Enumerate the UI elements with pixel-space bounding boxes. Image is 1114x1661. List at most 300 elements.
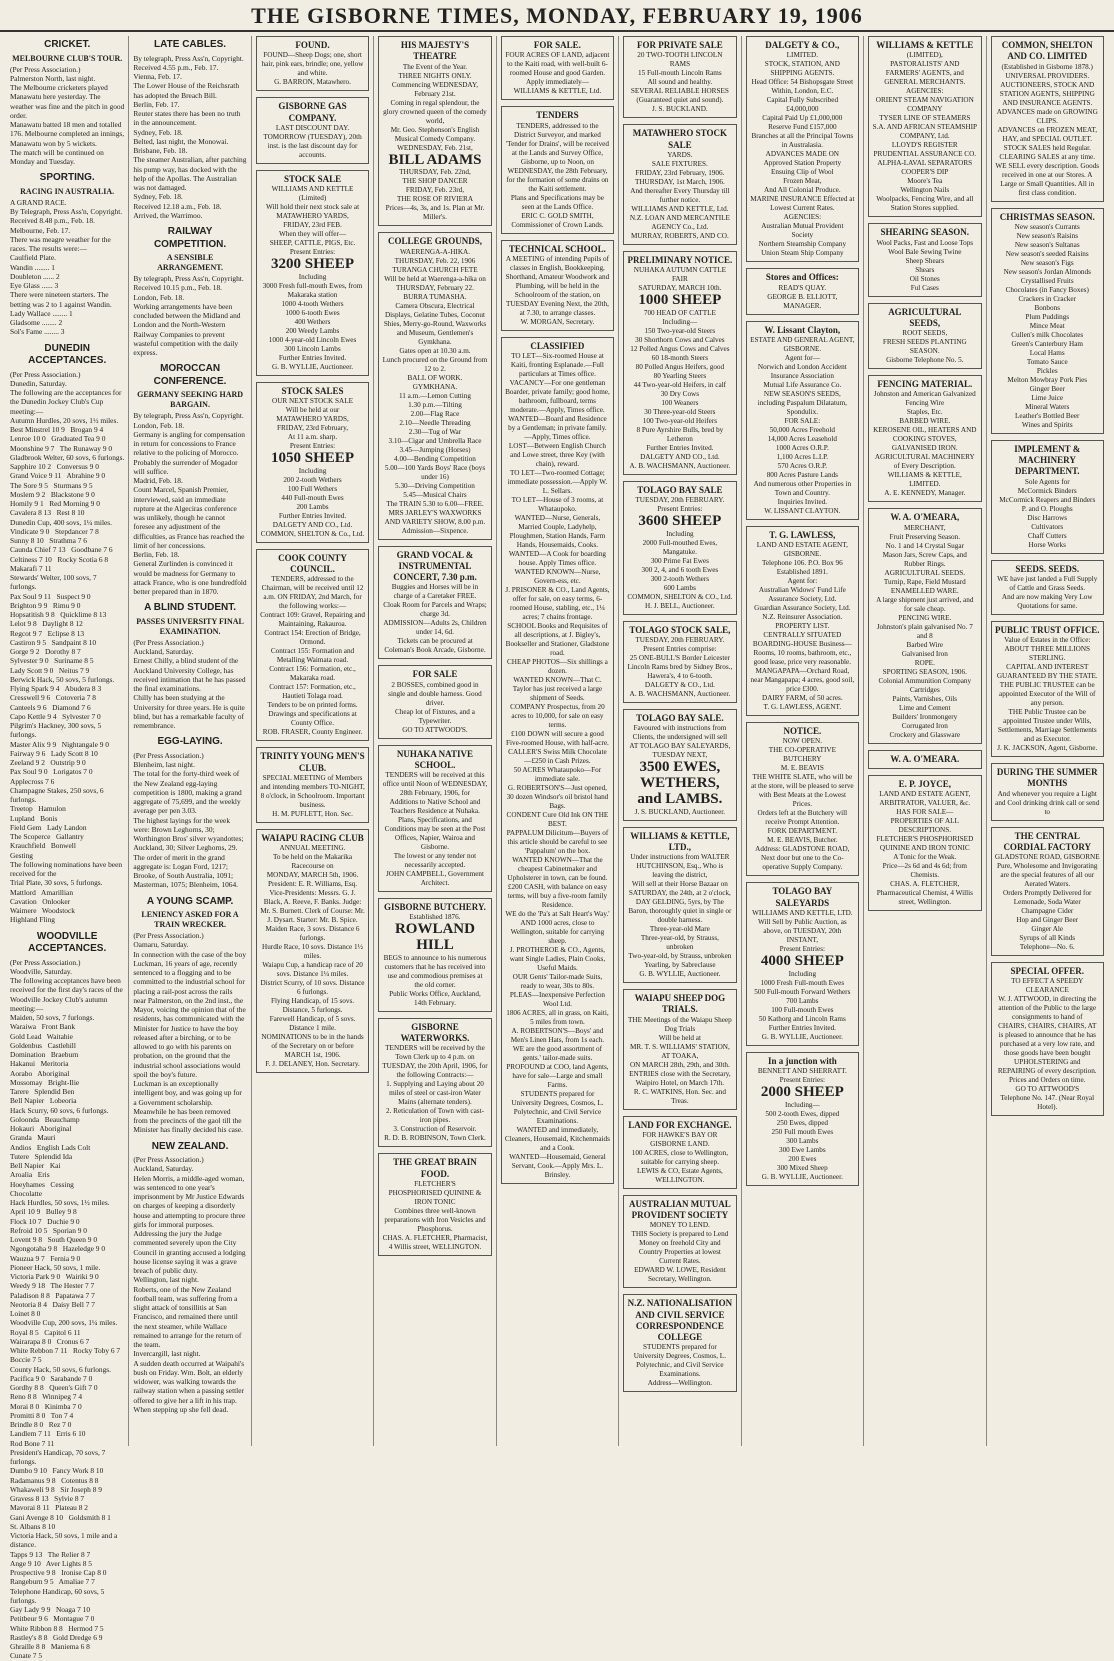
advertisement (991, 36, 1104, 202)
article-line: The Scoperce Gallantry (10, 832, 84, 841)
ad-line: UNIVERSAL PROVIDERS. (1005, 71, 1090, 80)
article-line: The following are the acceptances for the Dunedin Jockey Club's Cup meeting:— (10, 388, 124, 416)
article-line: Sylvester 9 0 Suriname 8 5 (10, 656, 94, 666)
ad-title: CLASSIFIED (530, 340, 585, 351)
ad-line: A. ROBERTSON'S—Boys' and Men's Linen Hats, from 1s each. (510, 1027, 605, 1044)
ad-line: Mutual Life Assurance Co. (763, 380, 842, 389)
article-line: Chilly has been studying at the University for three years. He is quite blind, but has a remarkable faculty of remembrance. (133, 693, 247, 730)
ad-line: W. J. ATTWOOD, in directing the attention of the Public to the large consignments to hand of (998, 995, 1097, 1022)
ad-line: AGRICULTURAL MACHINERY of Every Description. (874, 453, 975, 471)
ad-line: AUCTIONEERS, STOCK AND STATION AGENTS, SHIPPING AND INSURANCE AGENTS. (999, 80, 1095, 107)
ad-line: Apply immediately— (525, 78, 589, 87)
ad-line: FOUND—Sheep Dogs; one, short hair, pink ears, brindle; one, yellow and white. (261, 51, 364, 78)
article-line: Granda Mauri (10, 1133, 56, 1143)
article-line: Received 12.18 a.m., Feb. 18. (133, 201, 222, 211)
article-line: Sydney, Feb. 18. (133, 127, 183, 137)
ad-line: 300 2, 4, and 6 tooth Ewes (641, 565, 719, 574)
ad-line: MATAWHERO YARDS, (276, 415, 349, 423)
ad-line: Contract 157: Formation, etc., Hautieti Tolaga road. (269, 683, 356, 701)
ad-title: TOLAGO BAY SALE. (636, 713, 724, 723)
ad-line: Green's Canterbury Ham (1011, 339, 1084, 348)
ad-line: BENNETT AND SHERRATT. (757, 1066, 847, 1075)
ad-line: 100 Full Wethers (287, 484, 338, 493)
ad-line: The TRAIN 5.30 to 6.00—FREE. (386, 499, 484, 508)
ad-line: G. B. WYLLIE, Auctioneer. (639, 970, 721, 978)
ad-line: And are now making Very Low Quotations for same. (1001, 592, 1093, 610)
advertisement (623, 827, 736, 984)
ad-line: 60 18-month Steers (651, 353, 709, 362)
advertisement (256, 170, 369, 376)
ad-title: FOR SALE. (533, 40, 581, 50)
ad-line: 300 Prime Fat Ewes (650, 556, 709, 565)
ad-line: WE have just landed a Full Supply of Cattle and Grass Seeds. (997, 574, 1098, 592)
ad-line: Orders Promptly Delivered for (1003, 889, 1092, 897)
advertisement (868, 750, 981, 769)
ad-line: Hop and Ginger Beer (1016, 916, 1079, 924)
article-line: By telegraph, Press Ass'n, Copyright. (133, 411, 244, 421)
ad-line: 200 Ewes (788, 1154, 817, 1163)
ad-line: Three-year-old, by Strauss, unbroken (640, 934, 719, 951)
ad-title: LAND FOR EXCHANGE. (628, 1119, 732, 1130)
ad-line: J. S. BUCKLAND, Auctioneer. (634, 807, 726, 816)
ad-line: SPECIAL MEETING of Members and intending members TO-NIGHT, 8 o'clock, in Schoolroom. Important business. (260, 773, 365, 809)
article-line: Capo Kettle 9 4 Sylvester 7 0 (10, 711, 101, 721)
ad-line: THE PUBLIC TRUSTEE can be appointed Executor of the Will of any person. (999, 681, 1096, 707)
article-line: Regcot 9 7 Eclipse 8 13 (10, 628, 85, 638)
article-line: Grand Voice 9 11 Abrahine 9 0 (10, 471, 106, 481)
article-line: The match will be continued on Monday and Tuesday. (10, 147, 106, 166)
ad-line: Public Works Office, Auckland, 14th February. (389, 989, 481, 1007)
article-line: The Sore 9 5 Sturmans 9 5 (10, 480, 93, 490)
ad-line: 5.30—Driving Competition (395, 481, 475, 490)
article-line: Champagne Stakes, 250 sovs, 6 furlongs. (10, 785, 106, 804)
ad-line: TO LET—Six-roomed House at Kaiti, fronting Esplanade.—Full particulars at Times office. (510, 352, 604, 378)
ad-line: 600 Lambs (663, 583, 696, 592)
ad-line: WILLIAMS AND KETTLE, LTD. (752, 908, 853, 917)
ad-line: THE WHITE SLATE, who will be at the store, will be pleased to serve with Best Meats at the Lowest Prices. (751, 773, 854, 809)
ad-line: ROOT SEEDS, (902, 329, 948, 337)
article-line: Reno 8 8 Winnipeg 7 4 (10, 1392, 83, 1402)
ad-line: M. E. BEAVIS (780, 764, 824, 773)
ad-line: WANTED KNOWN—That the cheapest Cabinetmaker and Upholsterer in town, can be found. (507, 856, 608, 882)
article-line: Gladbrook Welter, 60 sovs, 6 furlongs. (10, 452, 125, 462)
article-line: Hokauri Aboriginal (10, 1124, 72, 1133)
ad-line: Corrugated Iron (901, 721, 948, 730)
ad-line: H. M. PUFLETT, Hon. Sec. (272, 809, 353, 818)
ad-line: BEGS to announce to his numerous customers that he has received into use and commodious premises at the old corner. (383, 953, 487, 989)
ad-line: THE Meetings of the Waiapu Sheep Dog Trials (628, 1015, 732, 1033)
ad-line: THREE NIGHTS ONLY. (398, 71, 472, 80)
ad-line: Under instructions from WALTER HUTCHINSON, Esq., Who is leaving the district, (630, 853, 730, 879)
article-line: By Telegraph, Press Ass'n, Copyright. (10, 207, 123, 216)
column-5 (496, 36, 618, 1446)
ad-line: Combines three well-known preparations with Iron Vesicles and Phosphorus. (384, 1206, 486, 1233)
article-line: Landlem 7 11 Erris 6 10 (10, 1429, 86, 1439)
article-line: Hakanui Meritoria (10, 1059, 69, 1069)
article-line: The following nominations have been received for the (10, 859, 124, 878)
ad-line: G. BARRON, Matawhero. (274, 78, 351, 87)
ad-line: Capital Fully Subscribed £4,000,000 (766, 96, 839, 114)
ad-line: 30 Dry Cows (660, 389, 700, 398)
ad-line: J. PROTHEROE & CO., Agents, want Single Ladies, Plain Cooks, Useful Maids. (509, 946, 606, 972)
ad-title: CHRISTMAS SEASON. (999, 211, 1095, 222)
ad-line: TO LET—House of 3 rooms, at Whataupoko. (511, 496, 604, 513)
ad-line: 200 2-tooth Wethers (283, 475, 342, 484)
ad-line: Crackers in Cracker (1018, 294, 1076, 303)
article-line: Lady Wallace ........ 1 (10, 308, 73, 318)
article-line: Count Marcel, Spanish Premier, interviewed, said an immediate rupture at the Algeciras conference was unlikely, though he cannot foresee any adjustment of the difficulties, as France has reached the limit of her concessions. (133, 485, 247, 550)
ad-line: GEORGE B. ELLIOTT, MANAGER. (767, 292, 838, 310)
article-headline: WOODVILLE ACCEPTANCES. (28, 930, 107, 954)
ad-line: Ginger Beer (1029, 384, 1065, 393)
ad-title: WILLIAMS & KETTLE (876, 40, 974, 50)
ad-title: W. A. O'MEARA, (890, 512, 960, 523)
ad-line: Contract 154: Erection of Bridge, Ormond. (264, 629, 361, 647)
article-line: Petitbeur 9 6 Montague 7 0 (10, 1614, 95, 1624)
ad-title: WILLIAMS & KETTLE, LTD., (630, 830, 730, 852)
ad-line: FRIDAY, 23rd February, (277, 424, 349, 432)
ad-line: G. ROBERTSON'S—Just opened, 30 dozen Windsor's oil bristol hand Bags. (506, 784, 609, 810)
ad-line: MURRAY, ROBERTS, AND CO. (630, 231, 729, 240)
ad-line: GLADSTONE ROAD, GISBORNE (994, 853, 1100, 861)
advertisement (623, 1195, 736, 1289)
ad-line: Commencing WEDNESDAY, February 21st. (391, 80, 479, 98)
ad-line: Further Entries Invited. (768, 1023, 836, 1032)
ad-line: ABOUT THREE MILLIONS STERLING. (1004, 645, 1091, 662)
article-line: Woodville Cup, 200 sovs, 1¼ miles. (10, 1318, 118, 1328)
advertisement (868, 303, 981, 370)
article (10, 39, 127, 166)
ad-line: FOR HAWKE'S BAY OR GISBORNE LAND. (642, 1130, 718, 1148)
ad-line: WEDNESDAY, Feb. 21st, (397, 143, 473, 152)
ad-line: LAND AND ESTATE AGENT, GISBORNE. (756, 541, 848, 558)
ad-line: At 11 a.m. sharp. (287, 433, 338, 441)
article-line: Ernest Chilly, a blind student of the Auckland University College, has received intimation that he has passed the final examinations. (133, 656, 248, 693)
ad-title: STOCK SALES (281, 385, 344, 396)
ad-line: MANGAPAPA—Orchard Road, near Mangapapa; 4 acres, good soil, price £300. (750, 667, 855, 693)
ad-title: AGRICULTURAL SEEDS, (888, 306, 962, 328)
ad-line: CLEARING SALES at any time. (999, 152, 1096, 161)
ad-line: Plans, Specifications, and Conditions may be seen at the Post Offices, Napier, Wairoa and Gisborne. (384, 816, 486, 851)
article (133, 363, 249, 596)
ad-line: GYMKHANA. (412, 382, 458, 391)
ad-line: Additions to Native School and Teachers Residence at Nuhaka. (389, 798, 481, 815)
ad-line: Frozen Meat, (783, 177, 822, 186)
advertisement (991, 440, 1104, 554)
article-line: Woodville, Saturday. (10, 966, 72, 976)
article-line: Boccie 7 5 (10, 1355, 42, 1365)
ad-line: And whenever you require a Light and Cool drinking drink call or send to (995, 789, 1100, 816)
article-line: London, Feb. 18. (133, 420, 185, 430)
ad-line: 300 Lambs (786, 1136, 819, 1145)
ad-line: Reserve Fund £157,000 (768, 123, 837, 132)
ad-line: PHOSPHORISED QUININE & IRON TONIC (388, 1188, 482, 1206)
ad-line: 100 Full-mouth Ewes (771, 1005, 834, 1014)
article-line: Gani Avenge 8 10 Goldsmith 8 1 (10, 1512, 111, 1522)
article-line: Royal 8 5 Capitol 6 11 (10, 1327, 81, 1337)
article-line: Makarafi 7 11 (10, 563, 52, 573)
ad-line: WILLIAMS AND KETTLE (Limited) (271, 185, 354, 202)
ad-line: 4.00—Bending Competition (394, 454, 476, 463)
article-line: Chocolatte (10, 1188, 43, 1198)
ad-line: Cullen's milk Chocolates (1011, 330, 1084, 339)
ad-line: Cultivators (1031, 522, 1064, 531)
ad-line: FOUR ACRES OF LAND, adjacent to the Kaiti road, with well-built 6-roomed House and good Garden. (505, 51, 610, 78)
ad-line: Contract 155: Formation and Metalling Waimata road. (270, 647, 355, 665)
article (10, 343, 124, 925)
article-line: Loinet 8 0 (10, 1309, 41, 1318)
ad-line: 2.30—Tug of War (408, 427, 462, 436)
ad-line: Ginger Ale (1031, 925, 1064, 933)
article (133, 602, 246, 730)
article-line: Gold Lead Waitahie (10, 1031, 73, 1041)
ad-line: 2.00—Flag Race (410, 409, 460, 418)
ad-line: SEVERAL RELIABLE HORSES (630, 87, 729, 96)
article-line: Invercargill, last night. (133, 1349, 201, 1359)
ad-title: GISBORNE BUTCHERY. (384, 902, 486, 912)
ad-line: 250 Full mouth Ewes (771, 1127, 834, 1136)
ad-title: WAIAPU SHEEP DOG TRIALS. (634, 993, 726, 1015)
ad-line: 2.10—Needle Threading (399, 418, 471, 427)
article-line: Gesting (10, 850, 33, 860)
ad-line: Bonbons (1034, 303, 1061, 312)
ad-line: NOW OPEN. (782, 737, 823, 746)
ad-line: 1000 6-tooth Ewes (285, 308, 340, 317)
advertisement (746, 882, 859, 1045)
ad-title: DALGETY & CO., (765, 40, 840, 50)
ad-line: Will be held at (658, 1033, 701, 1042)
ad-line: 1000 Acres O.R.P. (775, 443, 829, 452)
ad-line: WILLIAMS & KETTLE, LIMITED. (887, 471, 962, 489)
ad-line: 4000 SHEEP (760, 952, 844, 969)
ad-line: Present Entries: (657, 505, 703, 513)
advertisement (868, 223, 981, 296)
ad-line: Three-year-old Mare (649, 925, 710, 933)
advertisement (991, 621, 1104, 757)
article-line: Cunate 7 5 (10, 1651, 43, 1661)
advertisement (378, 1153, 491, 1256)
article-line: Canteels 9 6 Diamond 7 6 (10, 702, 91, 712)
ad-line: ENAMELLED WARE. (890, 586, 959, 595)
ad-line: A Tonic for the Weak. (893, 853, 957, 861)
article-line: County Hack, 50 sovs, 6 furlongs. (10, 1364, 112, 1374)
article-line: (Per Press Association.) (10, 64, 81, 74)
ad-line: 200 Weedy Lambs (285, 326, 340, 335)
ad-line: New season's seeded Raisins (1005, 249, 1089, 258)
ad-line: 1. Supplying and Laying about 20 miles of steel or cast-iron Water Mains (alternate tenders). (386, 1080, 484, 1107)
ad-line: Admission—Sixpence. (401, 526, 469, 535)
ad-line: TO LET—Two-roomed Cottage; immediate possession.—Apply W. L. Sellars. (507, 469, 608, 495)
ad-line: 100 Two-year-old Heifers (642, 416, 718, 425)
article-line: Lady Scott 9 0 Neitus 7 9 (10, 665, 90, 675)
ad-line: New season's Sultanas (1014, 240, 1080, 249)
ad-line: Fruit Preserving Season. (889, 532, 961, 541)
ad-line: WE do the 'Pa's at Salt Heart's Way.' (505, 910, 610, 918)
ad-line: COMMON, SHELTON & Co., Ltd. (260, 529, 365, 538)
article-line: Pax Soul 9 0 Lorigatos 7 0 (10, 767, 93, 777)
ad-line: 1000 SHEEP (638, 292, 722, 308)
ad-title: NOTICE. (783, 726, 822, 736)
ad-line: N.Z. LOAN AND MERCANTILE AGENCY Co., Ltd. (629, 213, 730, 231)
article-line: Belted, last night, the Monowai. (133, 136, 229, 146)
article-line: Oamaru, Saturday. (133, 940, 189, 950)
ad-line: District Scurry, of 10 sovs. Distance 6 furlongs. (260, 979, 365, 996)
advertisement (623, 989, 736, 1110)
ad-line: SHEEP, CATTLE, PIGS, Etc. (269, 239, 356, 247)
advertisement (378, 745, 491, 893)
article-line: A sudden death occurred at Waipahi's bush on Friday. Wm. Bolt, an elderly widower, was walking towards the railway station when a passing settler offered to give her a lift in his trap. (133, 1358, 247, 1405)
ad-line: 1.30 p.m.—Tilting (408, 400, 462, 409)
ad-line: (Guaranteed quiet and sound). (636, 96, 724, 105)
advertisement (378, 232, 491, 539)
ad-line: Present Entries: (289, 442, 336, 450)
article-line: Tutere Splendid Ida (10, 1151, 73, 1161)
ad-line: 1806 ACRES, all in grass, on Kaiti, 5 miles from town. (506, 1009, 609, 1026)
column-8 (863, 36, 985, 1446)
advertisement (623, 1116, 736, 1189)
ad-line: THE SHOP DANCER (402, 177, 468, 186)
advertisement (256, 36, 369, 91)
ad-line: EDWARD W. LOWE, Resident Secretary, Wellington. (634, 1266, 726, 1284)
article-line: Vienna, Feb. 17. (133, 72, 182, 81)
ad-title: FOUND. (295, 40, 330, 50)
ad-title: STOCK SALE (283, 173, 342, 184)
ad-line: Including (788, 969, 817, 978)
ad-line: Tickets can be procured at Coleman's Book Arcade, Gisborne. (384, 637, 486, 655)
article-line: Brindle 8 0 Rez 7 0 (10, 1420, 72, 1429)
ad-line: H. J. BELL, Auctioneer. (645, 601, 715, 610)
article-line: Fairway 9 6 Lady Scott 8 10 (10, 748, 98, 758)
ad-line: THIS Society is prepared to Lend Money on freehold City and Country Properties at lowest Current Rates. (631, 1230, 729, 1266)
ad-line: Tomato Sauce (1026, 357, 1068, 366)
ad-line: No. 1 and 14 Crystal Sugar (885, 541, 964, 550)
article-line: (Per Press Association.) (133, 931, 204, 940)
article-line: Flying Spark 9 4 Abudera 8 3 (10, 684, 102, 693)
article-line: Field Gem Lady Landon (10, 822, 87, 832)
column-2 (128, 36, 250, 1446)
article-line: Gay Lady 9 9 Noaga 7 10 (10, 1605, 91, 1614)
ad-title: TECHNICAL SCHOOL. (508, 243, 606, 254)
article-headline: CRICKET. (44, 39, 91, 50)
ad-line: THURSDAY, Feb. 22nd, (399, 168, 471, 177)
ad-line: Sheep Shears (905, 256, 945, 265)
ad-line: Hurdle Race, 10 sovs. Distance 1½ miles. (262, 943, 364, 960)
ad-line: THURSDAY, Feb. 22, 1906 (394, 256, 476, 265)
ad-line: Agent for— (784, 353, 820, 362)
ad-line: Sole Agents for (1024, 477, 1070, 486)
ad-line: Plum Puddings (1025, 312, 1070, 321)
ad-line: Wool Packs, Fast and Loose Tops (876, 238, 974, 247)
ad-line: And thereafter Every Thursday till further notice. (630, 186, 730, 204)
article-line: Gorge 9 2 Dorothy 8 7 (10, 647, 81, 656)
newspaper-title: THE GISBORNE TIMES, MONDAY, FEBRUARY 19, 1906 (251, 3, 863, 28)
ad-title: TENDERS (536, 110, 579, 121)
ad-line: Present Entries comprise: (643, 645, 717, 653)
ad-line: COMMON, SHELTON & CO., Ltd. (627, 592, 733, 601)
ad-line: MRS JARLEY'S WAXWORKS AND VARIETY SHOW, 8.00 p.m. (384, 508, 486, 526)
ad-line: Tenders to be on printed forms. (267, 701, 358, 710)
ad-line: 2000 Full-mouthed Ewes, Mangatuke. (642, 538, 718, 556)
ad-line: WANTED KNOWN—Nurse, Govern-ess, etc. (514, 568, 601, 585)
ad-line: 30 Three-year-old Steers (644, 407, 716, 416)
ad-line: 11 a.m.—Lemon Cutting (398, 391, 471, 400)
article-line: Helen Morris, a middle-aged woman, was sentenced to one year's imprisonment by Mr Justice Edwards on charges of keeping a disorderly house and attempting to procure three girls for immoral purposes. (133, 1173, 248, 1229)
ad-title: IMPLEMENT & MACHINERY DEPARTMENT. (1014, 443, 1081, 477)
advertisement (746, 321, 859, 520)
ad-title: THE GREAT BRAIN FOOD. (393, 1157, 477, 1179)
ad-line: Crystallised Fruits (1020, 276, 1074, 285)
article-line: Lupland Bonis (10, 813, 58, 823)
ad-title: GISBORNE WATERWORKS. (400, 1021, 470, 1043)
article-line: Highland Fling (10, 915, 55, 925)
article-line: Moonshine 9 7 The Runaway 9 0 (10, 443, 113, 453)
article-headline: DUNEDIN ACCEPTANCES. (28, 342, 107, 366)
ad-line: 3.45—Jumping (Horses) (399, 445, 471, 454)
ad-line: S.A. AND AFRICAN STEAMSHIP COMPANY, Ltd. (872, 123, 978, 141)
ad-line: Paints, Varnishes, Oils (892, 694, 958, 703)
ad-line: Cheap lot of Fixtures, and a Typewriter. (395, 707, 475, 725)
ad-line: 14,000 Acres Leasehold (767, 434, 837, 443)
article-line: Hoeyhames Cessing (10, 1179, 74, 1189)
article-line: Gladsome ........ 2 (10, 318, 63, 327)
article-line: There were nineteen starters. The betting was 2 to 1 against Wandin. (10, 290, 112, 309)
ad-line: (LIMITED), (906, 51, 943, 60)
article-line: Domination Braeburn (10, 1050, 79, 1059)
ad-line: A. B. WACHSMANN, Auctioneer. (629, 461, 731, 470)
ad-line: 2 BOSSES, combined good in single and double harness. Good driver. (388, 680, 482, 707)
ad-line: SALE FIXTURES. (651, 159, 708, 168)
ad-line: CONDENT Cure Old Ink ON THE BEST. (506, 811, 609, 828)
ad-line: J. K. JACKSON, Agent, Gisborne. (997, 744, 1098, 752)
ad-line: P. and O. Ploughs (1021, 504, 1073, 513)
article-line: Promitti 8 0 Ton 7 4 (10, 1410, 74, 1420)
ad-line: 500 Full-mouth Forward Wethers (754, 987, 851, 996)
article-line: Bell Napier Lobeoria (10, 1096, 77, 1106)
ad-line: The Event of the Year. (402, 62, 468, 71)
ad-line: TENDERS, addressed to the Chairman, will be received until 12 a.m. ON FRIDAY, 2nd March, for the following works:— (261, 575, 364, 611)
article-line: Gordhy 8 8 Queen's Gift 7 0 (10, 1383, 98, 1392)
ad-line: Turnip, Rape, Field Mustard (883, 577, 966, 586)
advertisement (501, 240, 614, 331)
ad-line: GO TO ATTWOOD'S. (402, 725, 468, 734)
ad-line: THE Public Trustee can be appointed Trustee under Wills, Settlements, Marriage Settlements and as Executor. (997, 708, 1097, 743)
ad-line: £100 DOWN will secure a good Five-roomed House, with half-acre. (506, 730, 609, 747)
ad-line: 3.10—Cigar and Umbrella Race (388, 436, 482, 445)
article-line: Pioneer Hack, 50 sovs, 1 mile. (10, 1262, 101, 1272)
article (133, 736, 246, 889)
article-line: Victoria Park 9 0 Wairiki 9 0 (10, 1272, 99, 1281)
ad-line: STUDENTS prepared for University Degrees, Cosmos, L. Polytechnic, and Civil Service Examinations. (511, 1090, 604, 1125)
article-line: Reuter states there has been no truth in the announcement. (133, 109, 243, 128)
ad-line: Including (298, 466, 327, 475)
ad-line: Orders left at the Butchery will receive Prompt Attention. (757, 809, 848, 827)
ad-line: AGRICULTURAL SEEDS. (884, 568, 966, 577)
ad-line: KEROSENE OIL, HEATERS AND COOKING STOVES, GALVANISED IRON. (873, 426, 977, 453)
ad-line: Mr. Geo. Stephenson's English Musical Comedy Company. (390, 125, 480, 143)
article-line: London, Feb. 18. (133, 292, 185, 302)
ad-line: LAND AND ESTATE AGENT, ARBITRATOR, VALUER, &c. (879, 790, 971, 807)
ad-line: DALGETY & CO., Ltd. (644, 681, 715, 689)
ad-line: Prices—4s, 3s, and 1s. Plan at Mr. Miller's. (385, 204, 485, 222)
ad-line: Staples, Etc. (906, 408, 943, 417)
ad-line: Established 1876. (409, 913, 461, 922)
ad-line: Value of Estates in the Office: (1004, 636, 1091, 644)
ad-line: WE SELL every description. Goods received in one at our Stores. A Large or Small Quantities. All in first class condition. (995, 161, 1100, 197)
ad-line: Mineral Waters (1025, 402, 1070, 411)
ad-line: Shears (915, 265, 935, 274)
ad-line: Maiden Race, 3 sovs. Distance 6 furlongs. (265, 925, 360, 942)
article-line: (Per Press Association.) (133, 1155, 204, 1164)
